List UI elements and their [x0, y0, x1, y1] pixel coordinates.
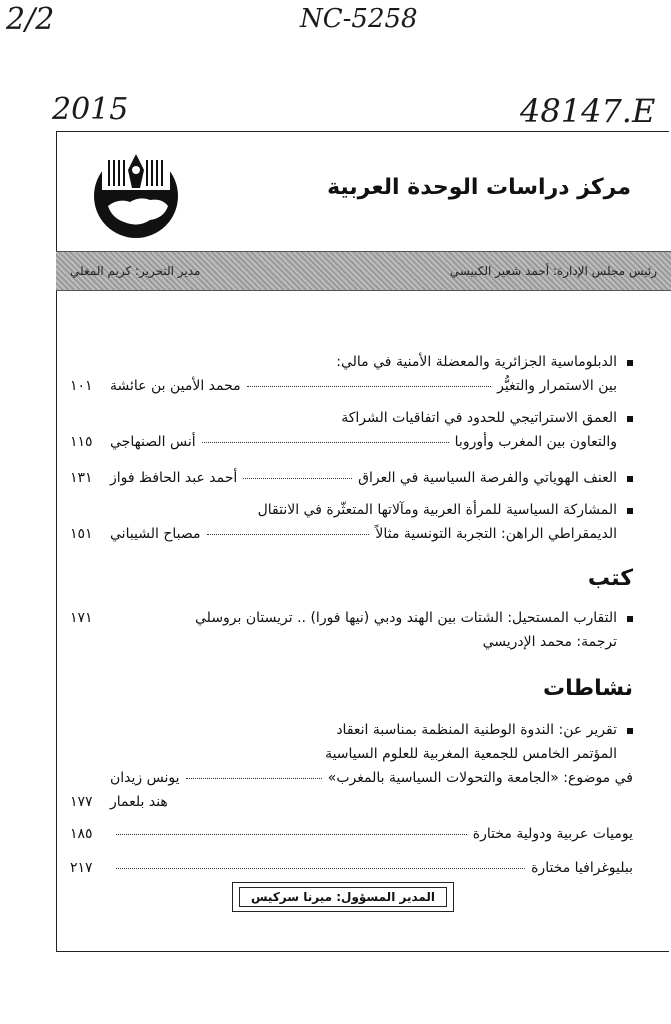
leader-dots [207, 533, 370, 535]
article-title-line2: والتعاون بين المغرب وأوروبا [454, 434, 617, 450]
book-page: ١٧١ [70, 610, 93, 626]
leader-dots [243, 477, 352, 479]
report-line1: تقرير عن: الندوة الوطنية المنظمة بمناسبة انعقاد [336, 722, 617, 738]
report-author1: يونس زيدان [110, 770, 180, 786]
article-author: أحمد عبد الحافظ فواز [110, 470, 238, 486]
diaries-page: ١٨٥ [70, 826, 93, 842]
board-band [56, 251, 671, 291]
diaries-entry [70, 822, 633, 846]
year-handwritten: 2015 [52, 92, 129, 127]
catalog-number-handwritten: 48147.E [520, 92, 656, 130]
report-author2: هند بلعمار [110, 794, 168, 810]
book-entry [70, 606, 633, 654]
article-entry [70, 466, 633, 490]
article-page: ١٣١ [70, 470, 93, 486]
page-ref-handwritten: 2/2 [6, 2, 55, 37]
leader-dots [116, 833, 467, 835]
report-page: ١٧٧ [70, 794, 93, 810]
organization-title: مركز دراسات الوحدة العربية [327, 175, 631, 200]
editor-in-charge: المدير المسؤول: ميرنا سركيس [239, 887, 447, 907]
article-title-line1: العمق الاستراتيجي للحدود في اتفاقيات الشراكة [341, 410, 617, 426]
organization-logo [88, 148, 184, 240]
bullet-icon [627, 476, 633, 482]
article-page: ١١٥ [70, 434, 93, 450]
article-title-line2: بين الاستمرار والتغيُّر [497, 378, 617, 394]
activities-heading: نشاطات [543, 676, 633, 701]
leader-dots [116, 867, 525, 869]
report-entry [70, 718, 633, 814]
article-author: أنس الصنهاجي [110, 434, 196, 450]
board-chair: رئيس مجلس الإدارة: أحمد شعير الكبيسي [449, 264, 657, 278]
books-heading: كتب [587, 566, 633, 591]
book-translator: ترجمة: محمد الإدريسي [482, 634, 617, 650]
bibliography-entry [70, 856, 633, 880]
bullet-icon [627, 616, 633, 622]
report-line3: في موضوع: «الجامعة والتحولات السياسية بالمغرب» [327, 770, 633, 786]
nc-number-handwritten: NC-5258 [300, 4, 418, 34]
report-line2: المؤتمر الخامس للجمعية المغربية للعلوم السياسية [325, 746, 617, 762]
article-entry [70, 350, 633, 398]
leader-dots [186, 777, 322, 779]
editor-in-charge-box [232, 882, 454, 912]
article-title-line1: الدبلوماسية الجزائرية والمعضلة الأمنية في مالي: [336, 354, 617, 370]
book-title: التقارب المستحيل: الشتات بين الهند ودبي (نيها فورا) .. تريستان بروسلي [195, 610, 617, 626]
article-entry [70, 406, 633, 454]
article-author: محمد الأمين بن عائشة [110, 378, 241, 394]
bullet-icon [627, 508, 633, 514]
bibliography-title: ببليوغرافيا مختارة [531, 860, 633, 876]
article-title-line2: العنف الهوياتي والفرصة السياسية في العراق [358, 470, 617, 486]
article-title-line1: المشاركة السياسية للمرأة العربية ومآلاتها المتعثّرة في الانتقال [257, 502, 617, 518]
article-entry [70, 498, 633, 546]
bullet-icon [627, 416, 633, 422]
article-page: ١٠١ [70, 378, 93, 394]
bullet-icon [627, 360, 633, 366]
bullet-icon [627, 728, 633, 734]
diaries-title: يوميات عربية ودولية مختارة [472, 826, 633, 842]
bibliography-page: ٢١٧ [70, 860, 93, 876]
leader-dots [202, 441, 449, 443]
leader-dots [247, 385, 492, 387]
board-editor: مدير التحرير: كريم المغلي [70, 264, 201, 278]
article-page: ١٥١ [70, 526, 93, 542]
article-author: مصباح الشيباني [110, 526, 201, 542]
article-title-line2: الديمقراطي الراهن: التجربة التونسية مثالاً [375, 526, 617, 542]
